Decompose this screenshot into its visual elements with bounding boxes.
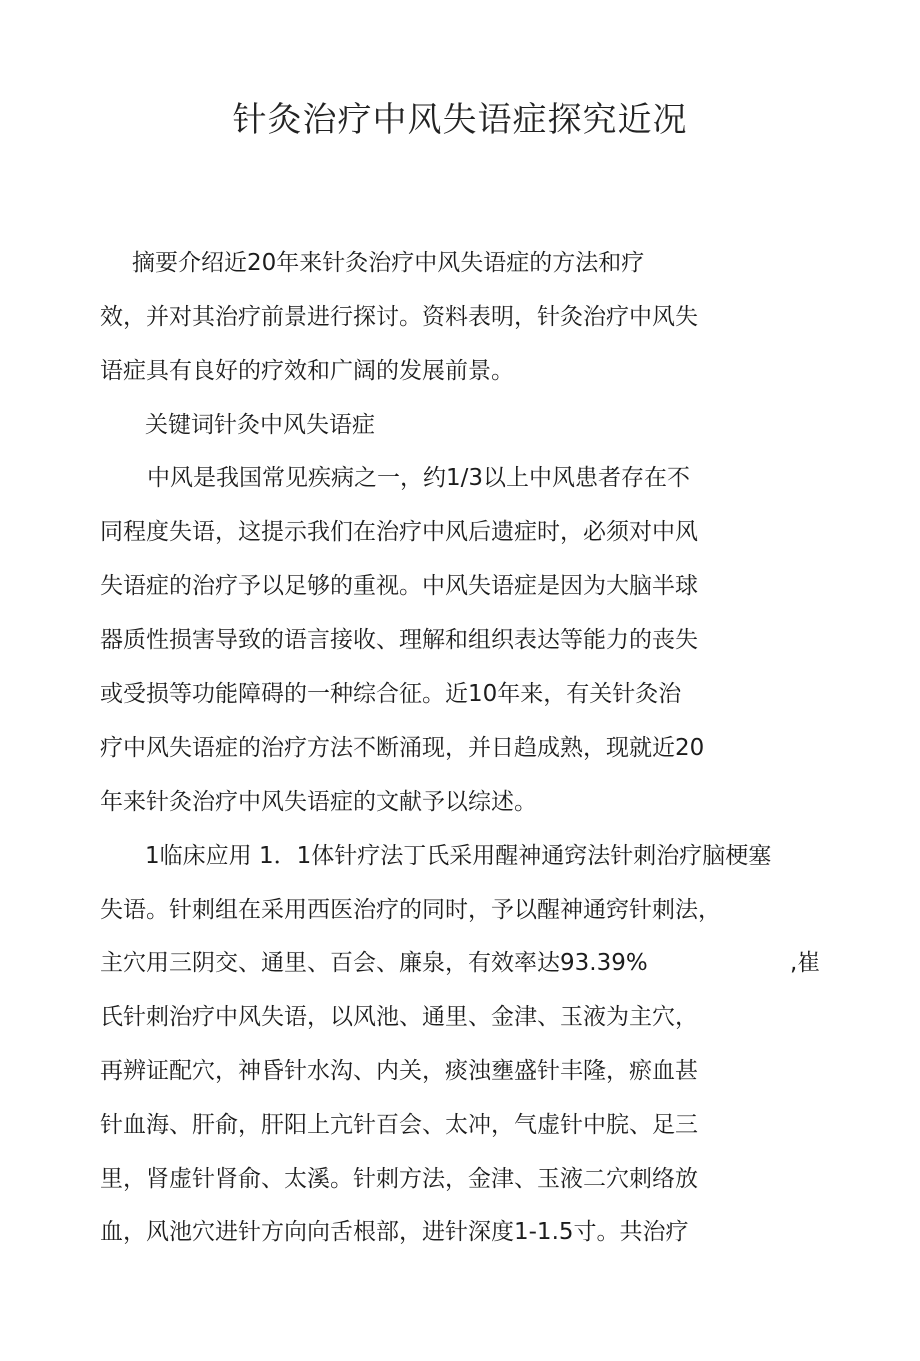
body-line: 器质性损害导致的语言接收、理解和组织表达等能力的丧失 [100,627,698,653]
keywords-line: 关键词针灸中风失语症 [145,412,375,438]
section-heading-line: 1临床应用 1．1体针疗法丁氏采用醒神通窍法针刺治疗脑梗塞 [145,843,772,869]
body-line: 疗中风失语症的治疗方法不断涌现，并日趋成熟，现就近20 [100,735,705,761]
body-line: 再辨证配穴，神昏针水沟、内关，痰浊壅盛针丰隆，瘀血甚 [100,1058,698,1084]
abstract-line: 语症具有良好的疗效和广阔的发展前景。 [100,358,514,384]
body-line: 同程度失语，这提示我们在治疗中风后遗症时，必须对中风 [100,519,698,545]
abstract-line: 摘要介绍近20年来针灸治疗中风失语症的方法和疗 [132,250,645,276]
body-line: 年来针灸治疗中风失语症的文献予以综述。 [100,789,537,815]
body-line: 血，风池穴进针方向向舌根部，进针深度1-1.5寸。共治疗 [100,1219,689,1245]
body-line: 失语。针刺组在采用西医治疗的同时，予以醒神通窍针刺法， [100,897,721,923]
body-line: 里，肾虚针肾俞、太溪。针刺方法，金津、玉液二穴刺络放 [100,1166,698,1192]
body-line: 失语症的治疗予以足够的重视。中风失语症是因为大脑半球 [100,573,698,599]
abstract-line: 效，并对其治疗前景进行探讨。资料表明，针灸治疗中风失 [100,304,698,330]
body-line: 中风是我国常见疾病之一，约1/3以上中风患者存在不 [147,465,691,491]
body-line: 主穴用三阴交、通里、百会、廉泉，有效率达93.39% [100,950,648,976]
page-title: 针灸治疗中风失语症探究近况 [232,100,688,140]
body-line: 或受损等功能障碍的一种综合征。近10年来，有关针灸治 [100,681,682,707]
body-line-tail: ,崔 [790,950,821,976]
body-line: 针血海、肝俞，肝阳上亢针百会、太冲，气虚针中脘、足三 [100,1112,698,1138]
body-line: 氏针刺治疗中风失语，以风池、通里、金津、玉液为主穴， [100,1004,698,1030]
